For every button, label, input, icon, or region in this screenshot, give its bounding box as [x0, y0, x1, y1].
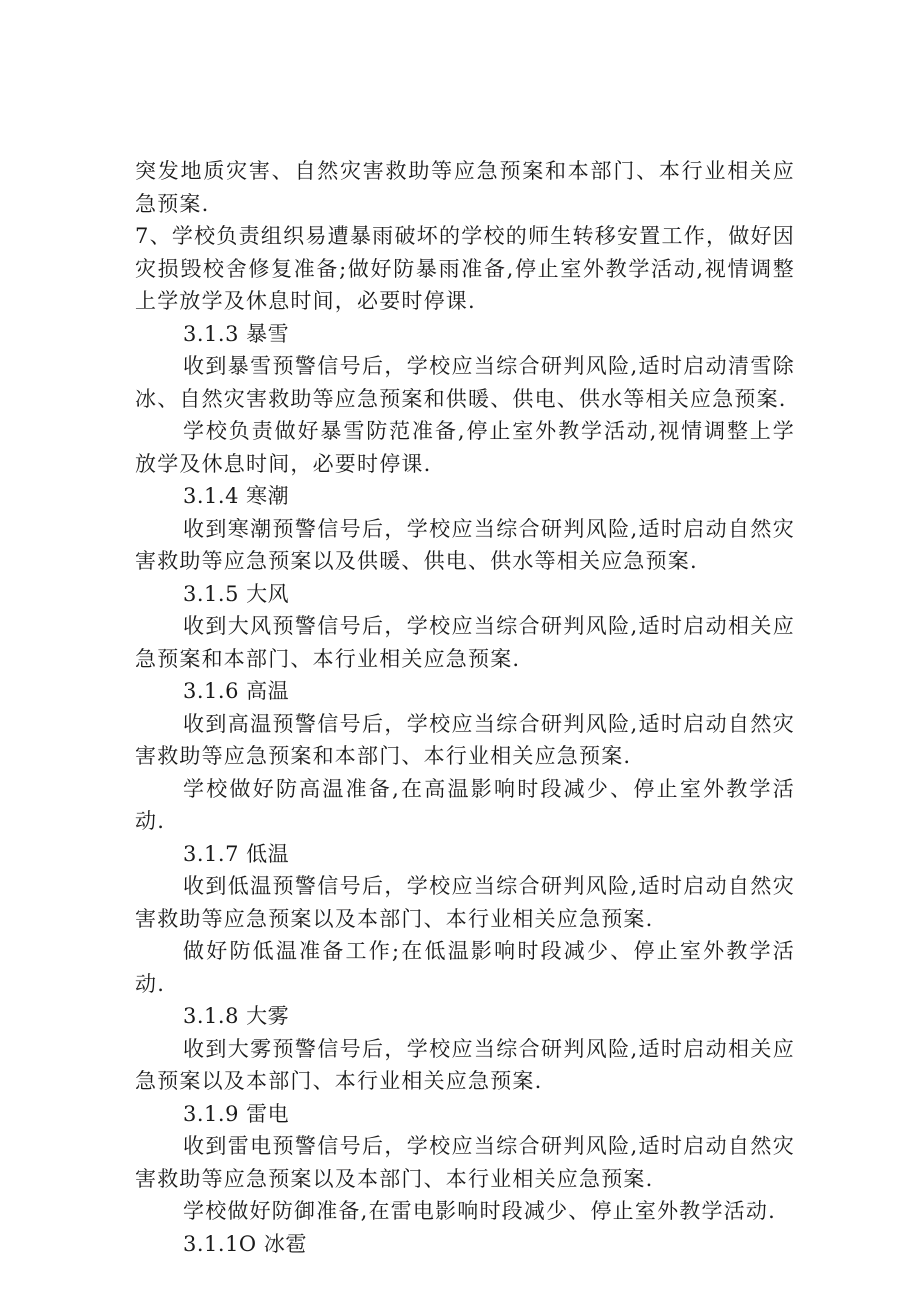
- section-heading: 3.1.5 大风: [183, 581, 290, 606]
- paragraph: 学校负责做好暴雪防范准备,停止室外教学活动,视情调整上学放学及休息时间，必要时停课.: [135, 419, 795, 476]
- paragraph: 收到寒潮预警信号后，学校应当综合研判风险,适时启动自然灾害救助等应急预案以及供暖、供电、供水等相关应急预案.: [135, 516, 795, 573]
- paragraph: 突发地质灾害、自然灾害救助等应急预案和本部门、本行业相关应急预案.: [135, 159, 795, 216]
- paragraph: 做好防低温准备工作;在低温影响时段减少、停止室外教学活动.: [135, 939, 795, 996]
- section-heading: 3.1.7 低温: [183, 841, 290, 866]
- paragraph: 收到暴雪预警信号后，学校应当综合研判风险,适时启动清雪除冰、自然灾害救助等应急预案和供暖、供电、供水等相关应急预案.: [135, 354, 795, 411]
- section-heading: 3.1.9 雷电: [183, 1101, 290, 1126]
- paragraph: 学校做好防御准备,在雷电影响时段减少、停止室外教学活动.: [183, 1199, 776, 1223]
- section-heading: 3.1.8 大雾: [183, 1004, 290, 1028]
- paragraph: 收到低温预警信号后，学校应当综合研判风险,适时启动自然灾害救助等应急预案以及本部门、本行业相关应急预案.: [135, 874, 795, 931]
- paragraph: 学校做好防高温准备,在高温影响时段减少、停止室外教学活动.: [135, 776, 795, 833]
- section-heading: 3.1.6 高温: [183, 679, 290, 703]
- paragraph: 收到大风预警信号后，学校应当综合研判风险,适时启动相关应急预案和本部门、本行业相关应急预案.: [135, 614, 795, 671]
- section-heading: 3.1.1O 冰雹: [183, 1231, 307, 1256]
- section-heading: 3.1.3 暴雪: [183, 321, 290, 346]
- paragraph: 7、学校负责组织易遭暴雨破坏的学校的师生转移安置工作，做好因灾损毁校舍修复准备;做好防暴雨准备,停止室外教学活动,视情调整上学放学及休息时间，必要时停课.: [135, 224, 795, 313]
- paragraph: 收到雷电预警信号后，学校应当综合研判风险,适时启动自然灾害救助等应急预案以及本部门、本行业相关应急预案.: [135, 1134, 795, 1191]
- document-body: [135, 155, 795, 1260]
- paragraph: 收到大雾预警信号后，学校应当综合研判风险,适时启动相关应急预案以及本部门、本行业相关应急预案.: [135, 1036, 795, 1093]
- paragraph: 收到高温预警信号后，学校应当综合研判风险,适时启动自然灾害救助等应急预案和本部门、本行业相关应急预案.: [135, 711, 795, 768]
- section-heading: 3.1.4 寒潮: [183, 484, 290, 508]
